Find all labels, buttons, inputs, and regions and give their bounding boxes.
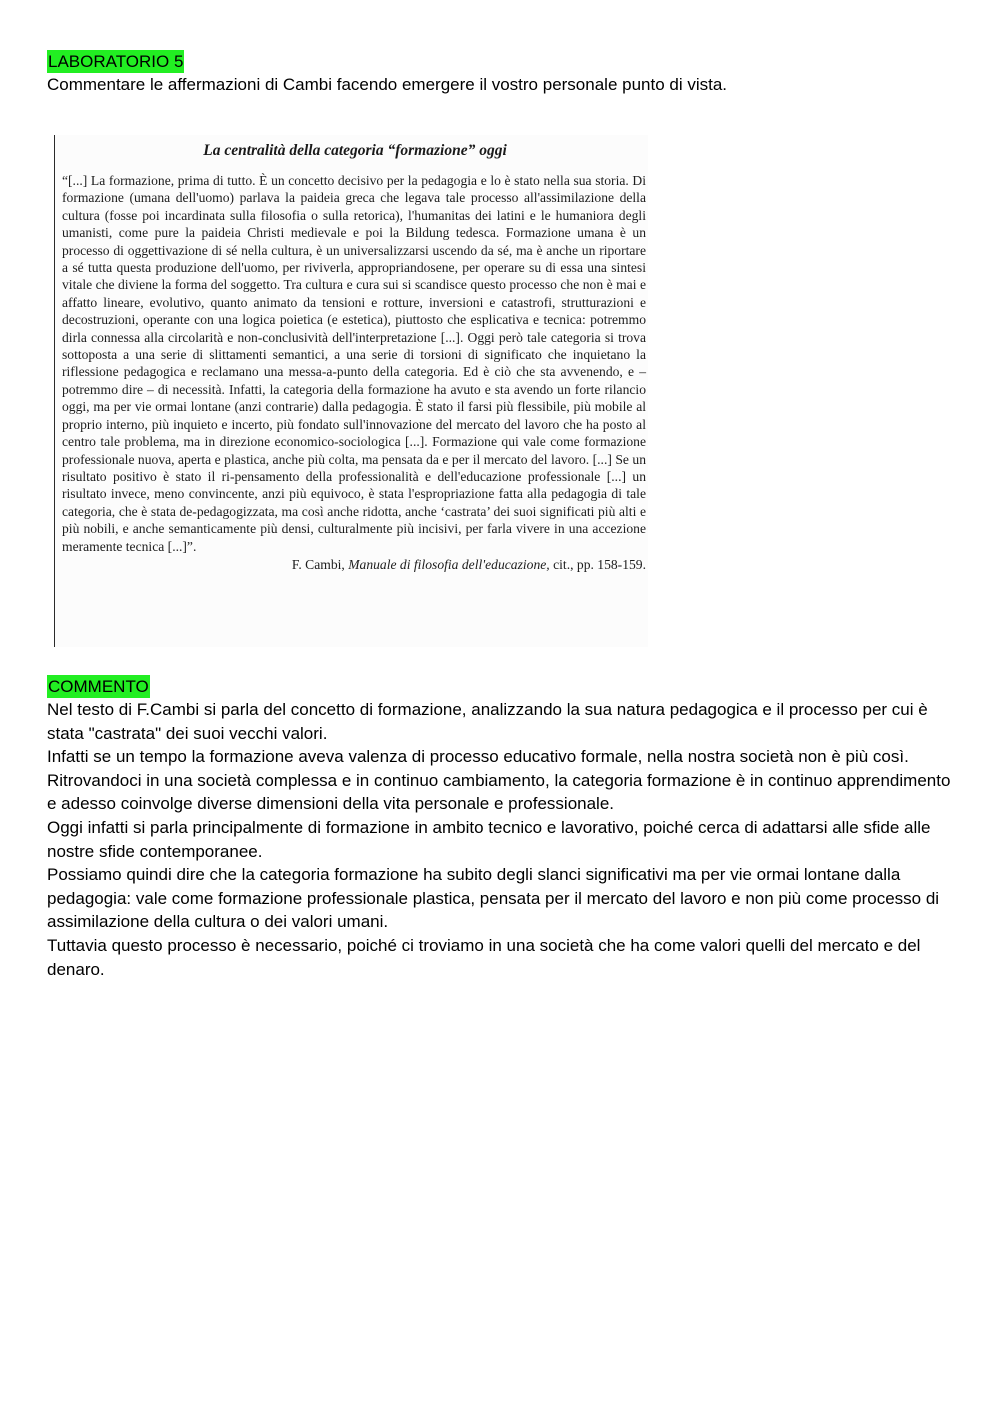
document-page <box>47 50 957 981</box>
comment-paragraph: Tuttavia questo processo è necessario, poiché ci troviamo in una società che ha come valori quelli del mercato e del denaro. <box>47 935 921 979</box>
lab-instruction: Commentare le affermazioni di Cambi facendo emergere il vostro personale punto di vista. <box>47 75 728 94</box>
lab-heading: LABORATORIO 5 <box>48 52 184 71</box>
citation-pages: cit., pp. 158-159. <box>553 556 646 572</box>
comment-paragraph: Oggi infatti si parla principalmente di formazione in ambito tecnico e lavorativo, poiché cerca di adattarsi alle sfide alle nostre sfide contemporanee. <box>47 817 931 861</box>
excerpt-body: “[...] La formazione, prima di tutto. È un concetto decisivo per la pedagogia e lo è stato nella sua storia. Di formazione (umana dell'uomo) parlava la paideia greca che legava tale processo all'assimilazione della cultura (fosse poi incardinata sulla filosofia o sulla retorica), l'humanitas dei latini e le humaniora degli umanisti, come pure la paideia Christi medievale e poi la Bildung tedesca. Formazione umana è un processo di oggettivazione di sé nella cultura, è un universalizzarsi uscendo da sé, ma è anche un riportare a sé tutta questa produzione dell'uomo, per riviverla, appropriandosene, per operare su di essa una sintesi vitale che diviene la forma del soggetto. Tra cultura e cura sui si scandisce questo processo che non è mai e affatto lineare, evolutivo, quanto animato da tensioni e rotture, inversioni e catastrofi, strutturazioni e decostruzioni, operante con una logica poietica (e estetica), piuttosto che esplicativa e tecnica: potremmo dirla connessa alla circolarità e non-conclusività dell'interpretazione [...]. Oggi però tale categoria si trova sottoposta a una serie di slittamenti semantici, a una serie di torsioni di significato che inquietano la riflessione pedagogica e reclamano una messa-a-punto della categoria. Ed è ciò che sta avvenendo, e – potremmo dire – di necessità. Infatti, la categoria della formazione ha avuto e sta avendo un forte rilancio oggi, ma per vie ormai lontane (anzi contrarie) dalla pedagogia. È stato il farsi più flessibile, più mobile al proprio interno, più inquieto e incerto, più fondato sull'innovazione del mercato del lavoro che ha posto al centro tale problema, ma in direzione economico-sociologica [...]. Formazione qui vale come formazione professionale nuova, aperta e plastica, anche più colta, ma pensata da e per il mercato del lavoro. [...] Se un risultato positivo è stato il ri-pensamento della professionalità e dell'educazione professionale [...] un risultato invece, meno convincente, anzi più equivoco, è stata l'espropriazione fatta alla pedagogia di tale categoria, che è stata de-pedagogizzata, ma così anche ridotta, anche ‘castrata’ dei suoi significati più alti e più nobili, e anche semanticamente più densi, culturalmente più incisivi, per farla vivere in una accezione meramente tecnica [...]”. <box>62 173 646 554</box>
scanned-excerpt-image <box>54 135 648 647</box>
comment-paragraph: Infatti se un tempo la formazione aveva valenza di processo educativo formale, nella nostra società non è più così. <box>47 747 909 767</box>
citation-work: Manuale di filosofia dell'educazione, <box>348 556 550 572</box>
excerpt-title: La centralità della categoria “formazione” oggi <box>203 142 507 159</box>
comment-paragraph: Possiamo quindi dire che la categoria formazione ha subito degli slanci significativi ma per vie ormai lontane dalla pedagogia: vale come formazione professionale plastica, pensata per il mercato del lavoro e non più come processo di assimilazione della cultura o dei valori umani. <box>47 865 940 932</box>
excerpt-citation <box>62 556 646 574</box>
comment-paragraph: Nel testo di F.Cambi si parla del concetto di formazione, analizzando la sua natura pedagogica e il processo per cui è stata "castrata" dei suoi vecchi valori. <box>47 700 928 743</box>
citation-author: F. Cambi, <box>291 556 345 572</box>
comment-body <box>47 698 957 981</box>
comment-heading: COMMENTO <box>48 677 149 696</box>
comment-paragraph: Ritrovandoci in una società complessa e in continuo cambiamento, la categoria formazione è in continuo apprendimento e adesso coinvolge diverse dimensioni della vita personale e professionale. <box>47 770 951 814</box>
